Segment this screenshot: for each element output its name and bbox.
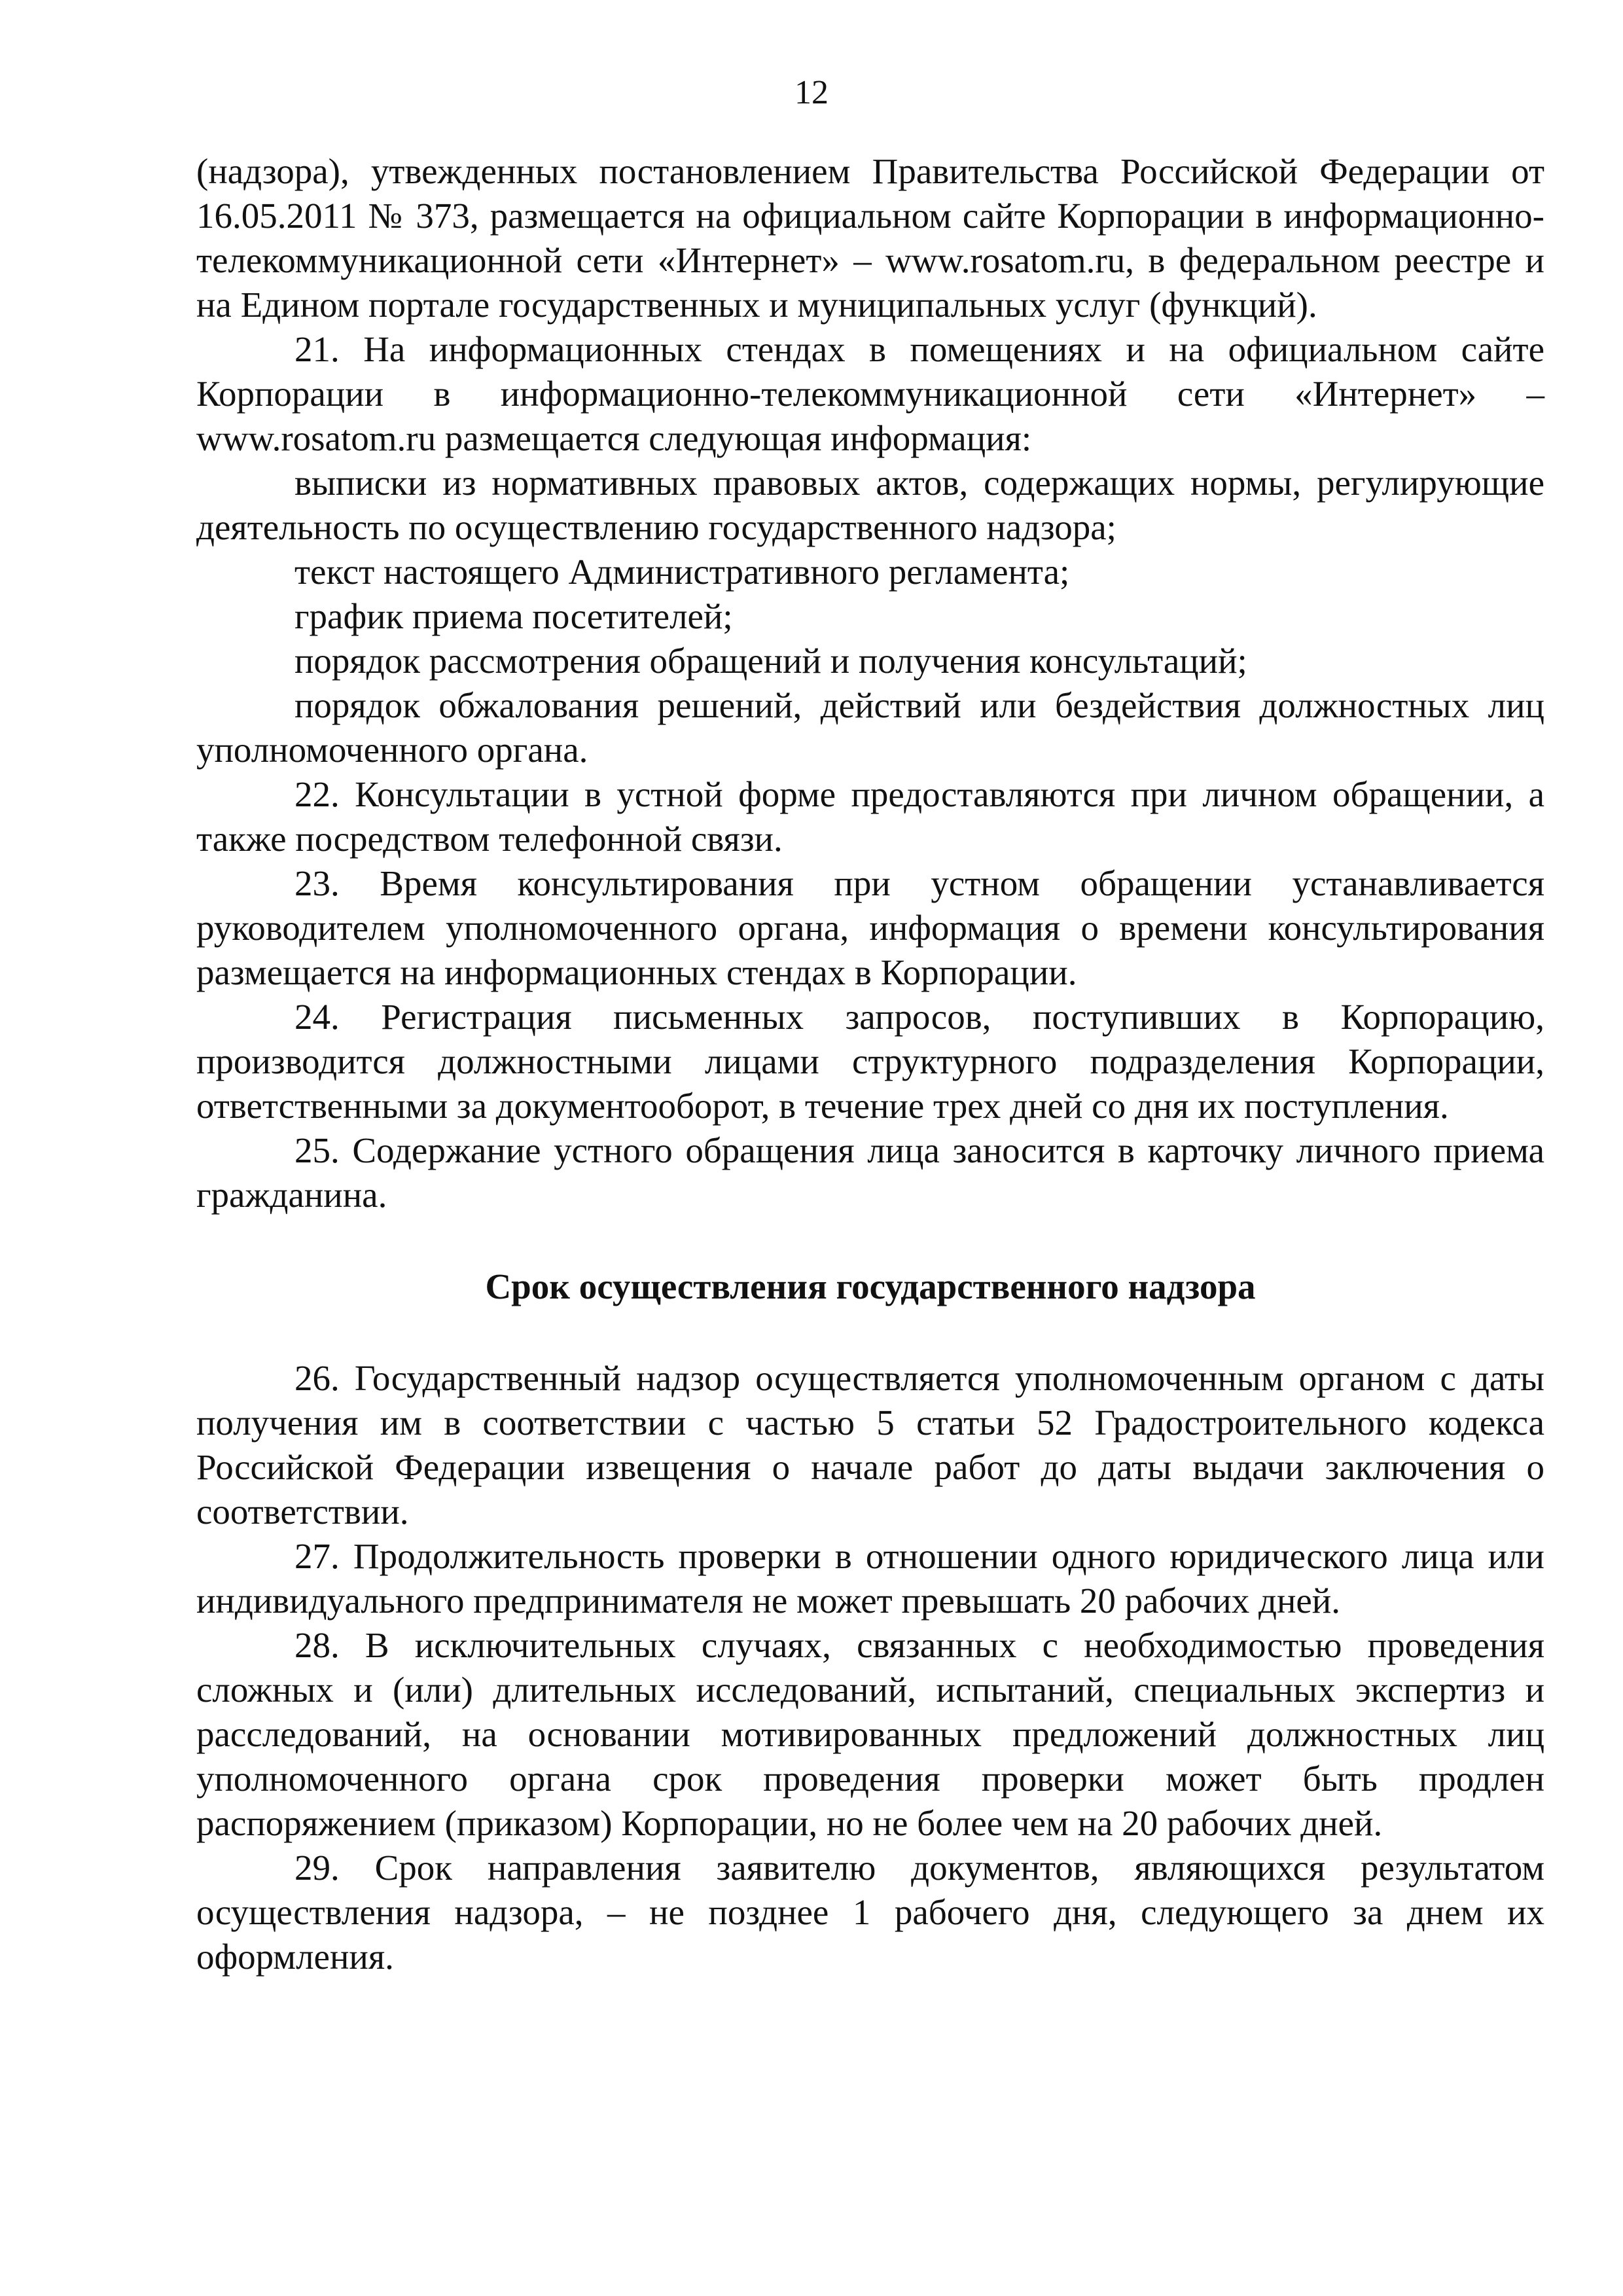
paragraph-25: 25. Содержание устного обращения лица заносится в карточку личного приема гражданина. [196, 1130, 1544, 1215]
page-number: 12 [794, 74, 829, 111]
paragraph-29: 29. Срок направления заявителю документов, являющихся результатом осуществления надзора, – не позднее 1 рабочего дня, следующего за днем их оформления. [196, 1848, 1544, 1977]
paragraph-21: 21. На информационных стендах в помещениях и на официальном сайте Корпорации в информационно-телекоммуникационной сети «Интернет» – www.rosatom.ru размещается следующая информация: [196, 329, 1544, 458]
paragraph-23: 23. Время консультирования при устном обращении устанавливается руководителем уполномоченного органа, информация о времени консультирования размещается на информационных стендах в Корпорации. [196, 863, 1544, 992]
paragraph-continuation: (надзора), утвежденных постановлением Правительства Российской Федерации от 16.05.2011 № 373, размещается на официальном сайте Корпорации в информационно-телекоммуникационной сети «Интернет» – www.rosatom.ru, в федеральном реестре и на Едином портале государственных и муниципальных услуг (функций). [196, 151, 1544, 325]
list-item-extracts: выписки из нормативных правовых актов, содержащих нормы, регулирующие деятельность по осуществлению государственного надзора; [196, 463, 1544, 547]
list-item-schedule: график приема посетителей; [294, 596, 733, 636]
paragraph-24: 24. Регистрация письменных запросов, поступивших в Корпорацию, производится должностными лицами структурного подразделения Корпорации, ответственными за документооборот, в течение трех дней со дня их поступления. [196, 997, 1544, 1126]
paragraph-28: 28. В исключительных случаях, связанных с необходимостью проведения сложных и (или) длительных исследований, испытаний, специальных экспертиз и расследований, на основании мотивированных предложений должностных лиц уполномоченного органа срок проведения проверки может быть продлен распоряжением (приказом) Корпорации, но не более чем на 20 рабочих дней. [196, 1625, 1544, 1843]
paragraph-22: 22. Консультации в устной форме предоставляются при личном обращении, а также посредством телефонной связи. [196, 774, 1544, 859]
list-item-consultations: порядок рассмотрения обращений и получения консультаций; [294, 641, 1247, 681]
paragraph-26: 26. Государственный надзор осуществляется уполномоченным органом с даты получения им в соответствии с частью 5 статьи 52 Градостроительного кодекса Российской Федерации извещения о начале работ до даты выдачи заключения о соответствии. [196, 1358, 1544, 1532]
list-item-regulation-text: текст настоящего Административного регламента; [294, 552, 1070, 592]
paragraph-27: 27. Продолжительность проверки в отношении одного юридического лица или индивидуального предпринимателя не может превышать 20 рабочих дней. [196, 1536, 1544, 1621]
section-title: Срок осуществления государственного надзора [485, 1266, 1256, 1306]
document-body [196, 149, 1544, 1979]
list-item-appeals: порядок обжалования решений, действий или бездействия должностных лиц уполномоченного органа. [196, 685, 1544, 770]
